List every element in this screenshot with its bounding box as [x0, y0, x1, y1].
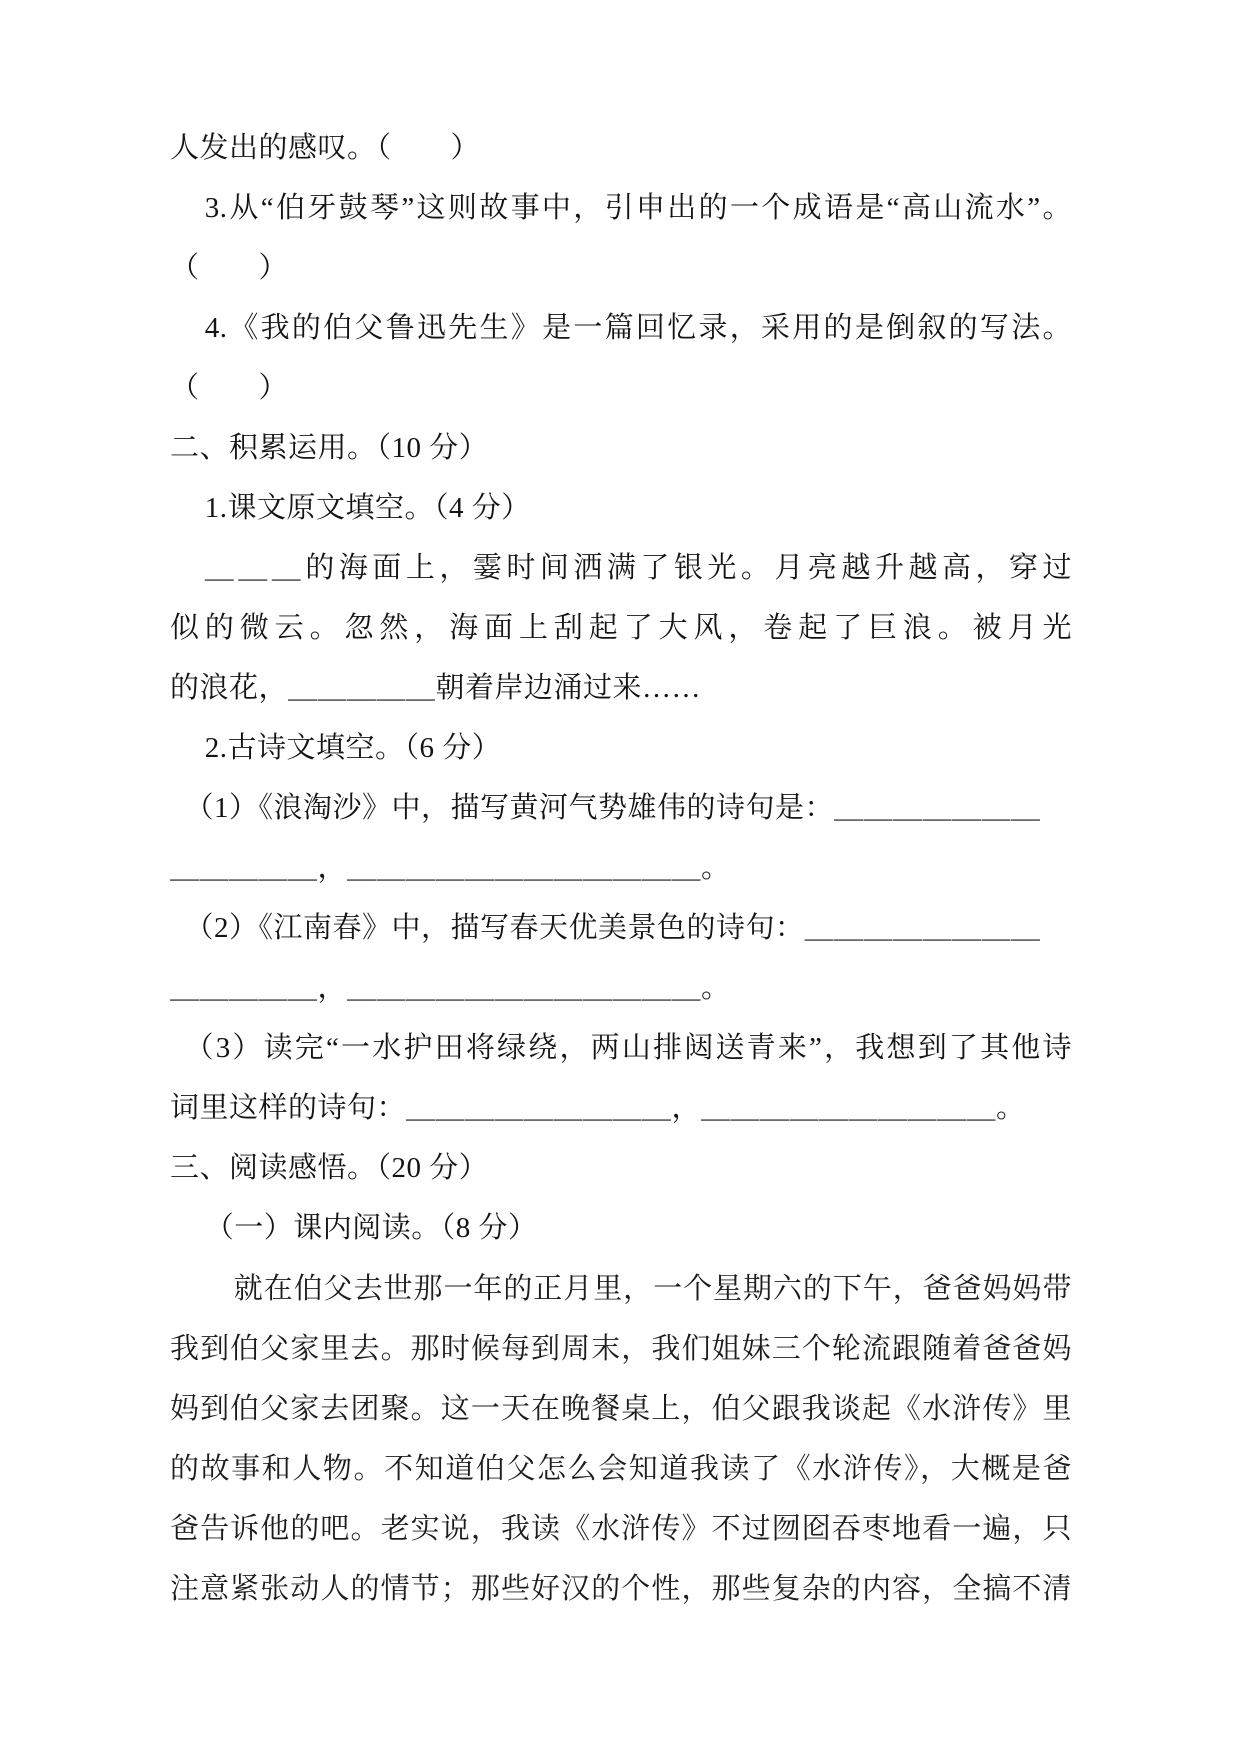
- q1-text-line-3: 的浪花，＿＿＿＿＿朝着岸边涌过来……: [170, 672, 702, 704]
- tf-item-4: 4.《我的伯父鲁迅先生》是一篇回忆录，采用的是倒叙的写法。: [204, 312, 1072, 344]
- passage-line-2: 我到伯父家里去。那时候每到周末，我们姐妹三个轮流跟随着爸爸妈: [170, 1331, 1072, 1365]
- q2-item-1-line-1: （1）《浪淘沙》中，描写黄河气势雄伟的诗句是：＿＿＿＿＿＿＿: [184, 792, 1041, 824]
- q2-item-3-line-2: 词里这样的诗句：＿＿＿＿＿＿＿＿＿，＿＿＿＿＿＿＿＿＿＿。: [170, 1092, 1026, 1124]
- q1-heading: 1.课文原文填空。（4 分）: [204, 492, 531, 524]
- section-2-heading: 二、积累运用。（10 分）: [170, 432, 489, 464]
- section-3-heading: 三、阅读感悟。（20 分）: [170, 1152, 489, 1184]
- passage-line-4: 的故事和人物。不知道伯父怎么会知道我读了《水浒传》，大概是爸: [170, 1451, 1072, 1485]
- passage-line-1: 就在伯父去世那一年的正月里，一个星期六的下午，爸爸妈妈带: [233, 1271, 1072, 1305]
- passage-line-6: 注意紧张动人的情节；那些好汉的个性，那些复杂的内容，全搞不清: [170, 1571, 1072, 1605]
- q2-item-3-line-1: （3）读完“一水护田将绿绕，两山排闼送青来”，我想到了其他诗: [184, 1032, 1072, 1064]
- passage-line-5: 爸告诉他的吧。老实说，我读《水浒传》不过囫囵吞枣地看一遍，只: [170, 1511, 1072, 1545]
- tf-item-2-tail: 人发出的感叹。（ ）: [170, 132, 481, 164]
- tf-item-4-answer: （ ）: [170, 372, 289, 404]
- q2-heading: 2.古诗文填空。（6 分）: [204, 732, 502, 764]
- q2-item-1-line-2: ＿＿＿＿＿，＿＿＿＿＿＿＿＿＿＿＿＿。: [170, 852, 731, 884]
- q2-item-2-line-2: ＿＿＿＿＿，＿＿＿＿＿＿＿＿＿＿＿＿。: [170, 972, 731, 1004]
- tf-item-3: 3.从“伯牙鼓琴”这则故事中，引申出的一个成语是“高山流水”。: [204, 192, 1072, 224]
- q1-text-line-2: 似的微云。忽然，海面上刮起了大风，卷起了巨浪。被月光: [170, 612, 1072, 644]
- q2-item-2-line-1: （2）《江南春》中，描写春天优美景色的诗句：＿＿＿＿＿＿＿＿: [184, 912, 1041, 944]
- reading-part-1-heading: （一）课内阅读。（8 分）: [204, 1212, 538, 1244]
- tf-item-3-answer: （ ）: [170, 252, 289, 284]
- passage-line-3: 妈到伯父家去团聚。这一天在晚餐桌上，伯父跟我谈起《水浒传》里: [170, 1391, 1072, 1425]
- q1-text-line-1: ＿＿＿的海面上，霎时间洒满了银光。月亮越升越高，穿过: [204, 552, 1072, 584]
